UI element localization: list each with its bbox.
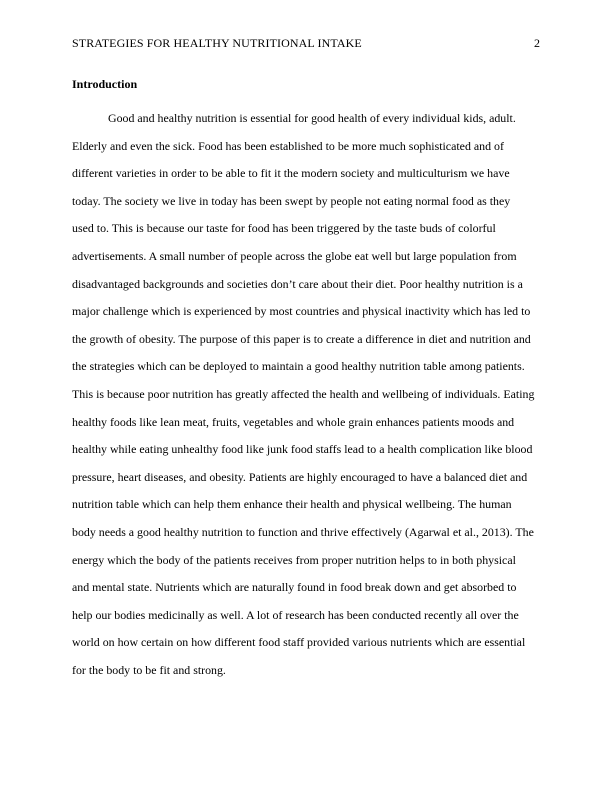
page-number: 2 xyxy=(534,36,540,50)
paragraph-line: the strategies which can be deployed to maintain a good healthy nutrition table among patients. xyxy=(72,359,525,374)
paragraph-line: healthy while eating unhealthy food like junk food staffs lead to a health complication like blood xyxy=(72,442,533,457)
paragraph-line: world on how certain on how different food staff provided various nutrients which are essential xyxy=(72,635,526,650)
body-paragraph xyxy=(72,105,542,684)
paragraph-line: and mental state. Nutrients which are naturally found in food break down and get absorbed to xyxy=(72,580,517,595)
paragraph-line: for the body to be fit and strong. xyxy=(72,662,226,677)
paragraph-line: healthy foods like lean meat, fruits, vegetables and whole grain enhances patients moods and xyxy=(72,414,515,429)
paragraph-line: energy which the body of the patients receives from proper nutrition helps to in both physical xyxy=(72,552,516,567)
section-heading: Introduction xyxy=(72,77,138,91)
paragraph-line: the growth of obesity. The purpose of this paper is to create a difference in diet and nutrition and xyxy=(72,331,531,346)
paragraph-line: today. The society we live in today has been swept by people not eating normal food as they xyxy=(72,193,511,208)
paragraph-line: Good and healthy nutrition is essential for good health of every individual kids, adult. xyxy=(108,111,516,125)
running-head: STRATEGIES FOR HEALTHY NUTRITIONAL INTAKE xyxy=(72,36,362,50)
paragraph-line: different varieties in order to be able to fit it the modern society and multiculturism we have xyxy=(72,166,510,181)
paragraph-line: used to. This is because our taste for food has been triggered by the taste buds of colorful xyxy=(72,221,496,236)
paragraph-line: nutrition table which can help them enhance their health and physical wellbeing. The human xyxy=(72,497,512,512)
paragraph-line: pressure, heart diseases, and obesity. Patients are highly encouraged to have a balanced diet and xyxy=(72,469,528,484)
paragraph-line: This is because poor nutrition has greatly affected the health and wellbeing of individuals. Eating xyxy=(72,386,535,401)
paragraph-line: help our bodies medicinally as well. A lot of research has been conducted recently all over the xyxy=(72,607,519,622)
paragraph-line: Elderly and even the sick. Food has been established to be more much sophisticated and of xyxy=(72,138,504,153)
paragraph-line: body needs a good healthy nutrition to function and thrive effectively (Agarwal et al., 2013). The xyxy=(72,524,534,539)
paragraph-line: disadvantaged backgrounds and societies don’t care about their diet. Poor healthy nutrition is a xyxy=(72,276,523,291)
paragraph-line: major challenge which is experienced by most countries and physical inactivity which has led to xyxy=(72,304,531,319)
paragraph-line: advertisements. A small number of people across the globe eat well but large population from xyxy=(72,248,517,263)
